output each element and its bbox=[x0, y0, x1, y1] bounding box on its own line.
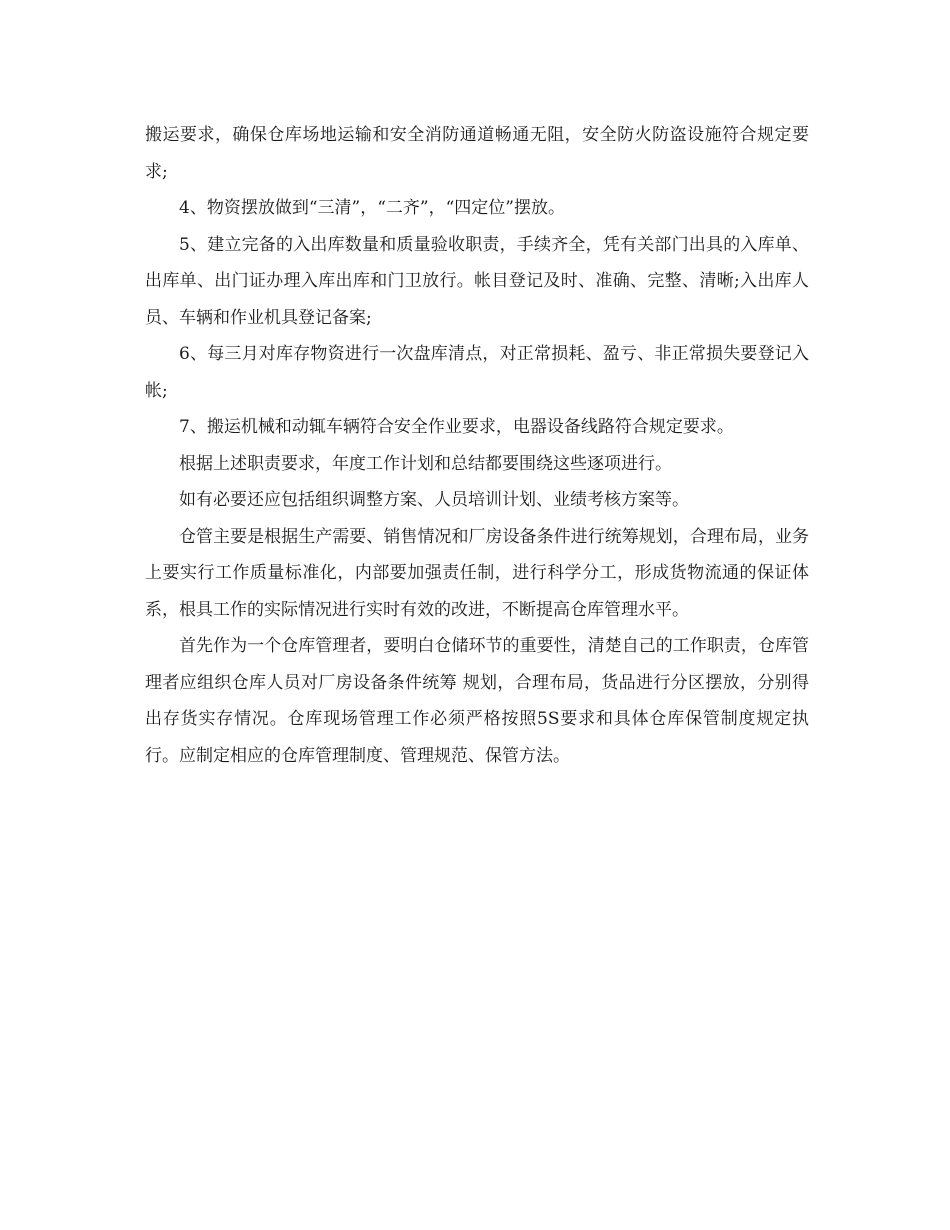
document-body bbox=[145, 117, 809, 774]
paragraph-manager-duties: 首先作为一个仓库管理者，要明白仓储环节的重要性，清楚自己的工作职责，仓库管理者应组织仓库人员对厂房设备条件统筹 规划，合理布局，货品进行分区摆放，分别得出存货实存情况。仓库现场管理工作必须严格按照5S要求和具体仓库保管制度规定执行。应制定相应的仓库管理制度、管理规范、保管方法。 bbox=[145, 636, 809, 766]
paragraph-item-5: 5、建立完备的入出库数量和质量验收职责，手续齐全，凭有关部门出具的入库单、出库单、出门证办理入库出库和门卫放行。帐目登记及时、准确、完整、清晰;入出库人员、车辆和作业机具登记备案; bbox=[145, 234, 809, 328]
paragraph-extra-note: 如有必要还应包括组织调整方案、人员培训计划、业绩考核方案等。 bbox=[179, 490, 689, 510]
paragraph-plan-note: 根据上述职责要求，年度工作计划和总结都要围绕这些逐项进行。 bbox=[179, 453, 672, 474]
paragraph-item-6: 6、每三月对库存物资进行一次盘库清点，对正常损耗、盈亏、非正常损失要登记入帐; bbox=[145, 344, 809, 401]
paragraph-item-7: 7、搬运机械和动辄车辆符合安全作业要求，电器设备线路符合规定要求。 bbox=[179, 417, 734, 437]
paragraph-item-4: 4、物资摆放做到“三清”，“二齐”，“四定位”摆放。 bbox=[179, 198, 565, 218]
paragraph-warehouse-management: 仓管主要是根据生产需要、销售情况和厂房设备条件进行统筹规划，合理布局，业务上要实行工作质量标准化，内部要加强责任制，进行科学分工，形成货物流通的保证体系，根具工作的实际情况进行实时有效的改进，不断提高仓库管理水平。 bbox=[145, 526, 809, 620]
paragraph-continuation: 搬运要求，确保仓库场地运输和安全消防通道畅通无阻，安全防火防盗设施符合规定要求; bbox=[145, 125, 809, 182]
